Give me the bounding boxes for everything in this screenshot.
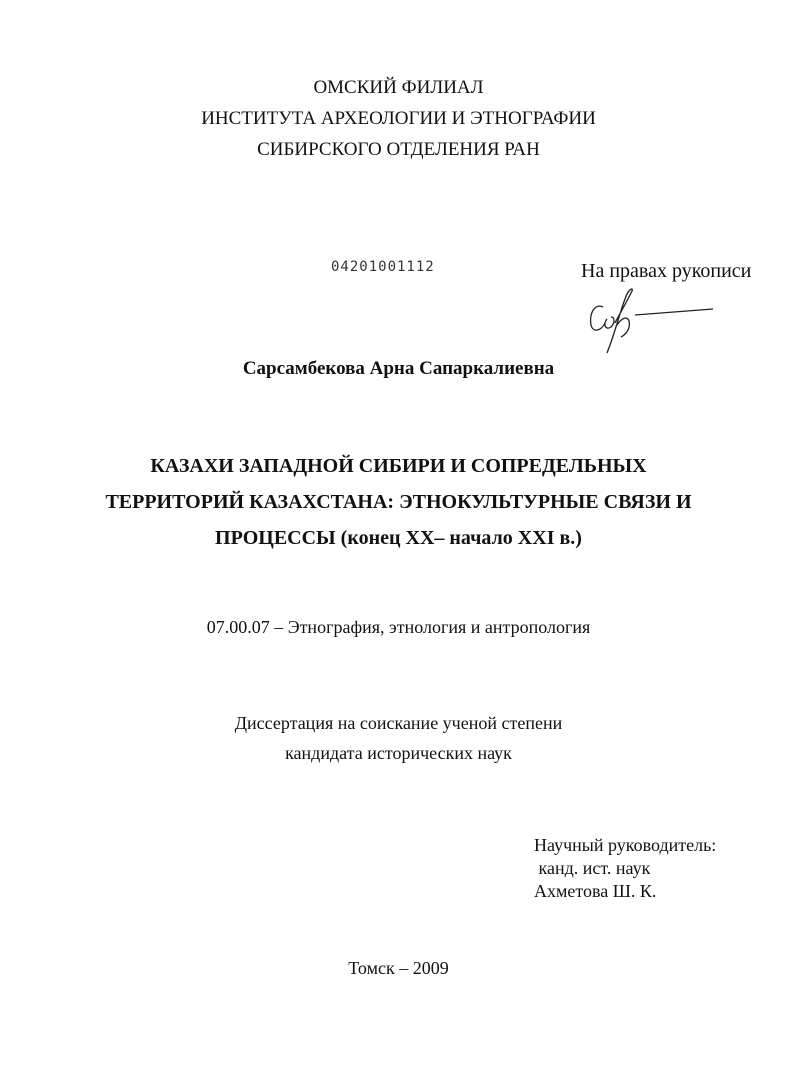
supervisor-label: Научный руководитель: <box>534 835 717 855</box>
degree-line: Диссертация на соискание ученой степени <box>234 713 563 733</box>
title-line: ТЕРРИТОРИЙ КАЗАХСТАНА: ЭТНОКУЛЬТУРНЫЕ СВЯЗИ И <box>105 491 692 513</box>
degree-statement <box>0 708 797 768</box>
title-line: ПРОЦЕССЫ (конец XX– начало XXI в.) <box>215 527 582 549</box>
institution-line: ИНСТИТУТА АРХЕОЛОГИИ И ЭТНОГРАФИИ <box>201 108 596 129</box>
supervisor-name: Ахметова Ш. К. <box>534 881 657 901</box>
signature-icon <box>585 285 725 360</box>
dissertation-title <box>0 448 797 556</box>
manuscript-rights: На правах рукописи <box>581 260 752 282</box>
institution-header <box>0 72 797 165</box>
institution-line: СИБИРСКОГО ОТДЕЛЕНИЯ РАН <box>257 139 540 160</box>
registration-code: 04201001112 <box>331 259 435 275</box>
degree-line: кандидата исторических наук <box>285 743 512 763</box>
supervisor-degree: канд. ист. наук <box>534 858 651 878</box>
specialty: 07.00.07 – Этнография, этнология и антропология <box>206 617 591 637</box>
author-name: Сарсамбекова Арна Сапаркалиевна <box>242 358 555 379</box>
place-year: Томск – 2009 <box>348 958 449 978</box>
supervisor-block <box>534 834 716 903</box>
title-line: КАЗАХИ ЗАПАДНОЙ СИБИРИ И СОПРЕДЕЛЬНЫХ <box>150 455 647 477</box>
institution-line: ОМСКИЙ ФИЛИАЛ <box>313 77 484 98</box>
